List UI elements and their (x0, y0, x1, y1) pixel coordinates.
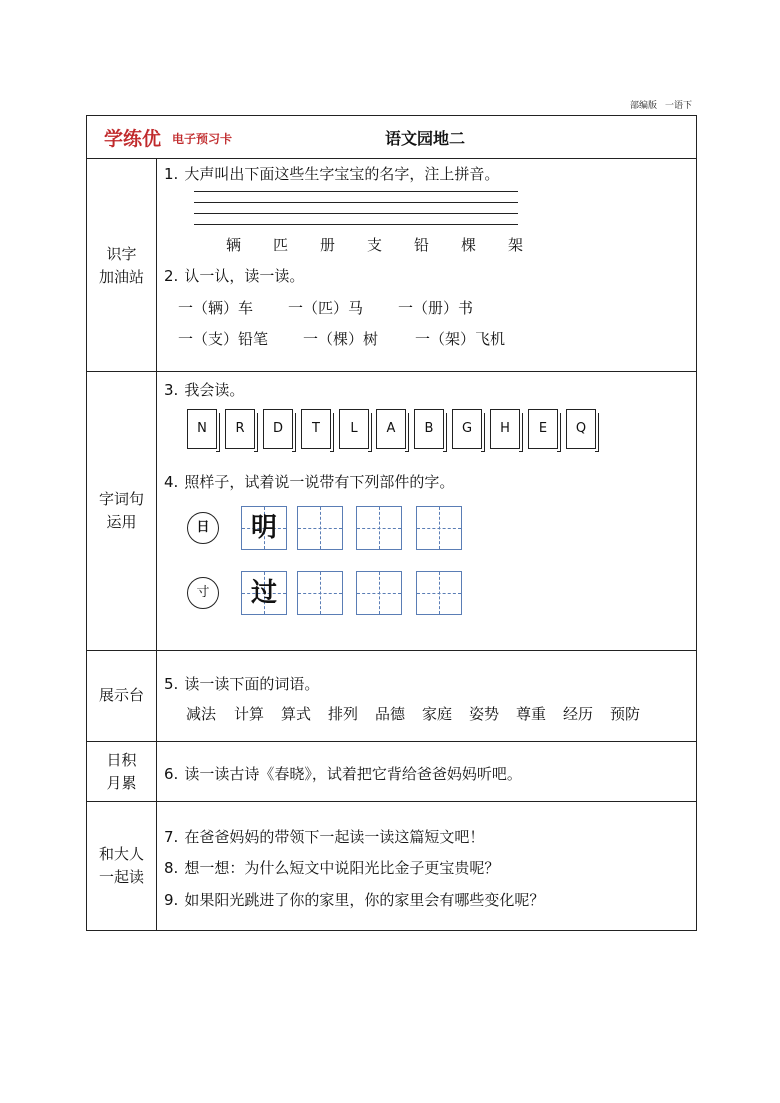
measure-phrase: 一（册）书 (398, 299, 474, 317)
writing-grid[interactable] (416, 506, 462, 550)
letter-card: N (187, 409, 217, 449)
letter-card: D (263, 409, 293, 449)
new-char: 册 (320, 236, 336, 254)
vocab-word: 家庭 (422, 705, 453, 723)
section-label-line: 识字 (106, 245, 137, 263)
vocab-word: 品德 (375, 705, 406, 723)
vocab-word: 姿势 (469, 705, 500, 723)
section-label-line: 加油站 (98, 268, 144, 286)
writing-grid[interactable] (297, 571, 343, 615)
page-title: 语文园地二 (384, 129, 465, 148)
question-text: 读一读下面的词语。 (184, 675, 320, 693)
letter-card: Q (566, 409, 596, 449)
question-number: 8. (164, 859, 179, 877)
section-label-s2 (87, 488, 156, 534)
vocab-word: 预防 (610, 705, 641, 723)
measure-phrase: 一（匹）马 (288, 299, 364, 317)
section-label-line: 展示台 (98, 686, 144, 704)
writing-grid[interactable] (416, 571, 462, 615)
letter-card: T (301, 409, 331, 449)
question-5 (164, 673, 319, 694)
vocab-word: 尊重 (516, 705, 547, 723)
writing-grid[interactable] (356, 506, 402, 550)
example-char: 过 (250, 578, 277, 608)
question-8 (164, 857, 499, 878)
letter-card: G (452, 409, 482, 449)
new-char: 架 (508, 236, 524, 254)
edition-text: 部编版 (629, 101, 657, 111)
section-label-s1 (87, 243, 156, 289)
question-number: 3. (164, 381, 179, 399)
example-char-grid (241, 506, 287, 550)
section-label-line: 和大人 (98, 845, 144, 863)
question-text: 想一想：为什么短文中说阳光比金子更宝贵呢？ (184, 859, 500, 877)
new-char: 匹 (273, 236, 289, 254)
question-4 (164, 471, 454, 492)
grade-text: 一语下 (664, 101, 692, 111)
new-char: 棵 (461, 236, 477, 254)
question-7 (164, 826, 484, 847)
section-label-s5 (87, 843, 156, 889)
new-char: 铅 (414, 236, 430, 254)
brand-subtitle: 电子预习卡 (172, 132, 233, 146)
letter-card: H (490, 409, 520, 449)
letter-card: L (339, 409, 369, 449)
question-number: 2. (164, 267, 179, 285)
new-char: 支 (367, 236, 383, 254)
letter-card: A (376, 409, 406, 449)
radical-circle: 寸 (187, 577, 219, 609)
question-text: 照样子，试着说一说带有下列部件的字。 (184, 473, 455, 491)
letter-card: E (528, 409, 558, 449)
section-label-line: 字词句 (98, 490, 144, 508)
section-label-line: 一起读 (98, 868, 144, 886)
question-number: 1. (164, 165, 179, 183)
vocab-word: 经历 (563, 705, 594, 723)
question-3 (164, 379, 244, 400)
writing-grid[interactable] (297, 506, 343, 550)
question-text: 大声叫出下面这些生字宝宝的名字，注上拼音。 (184, 165, 500, 183)
measure-phrase: 一（棵）树 (303, 330, 379, 348)
question-number: 9. (164, 891, 179, 909)
letter-card: R (225, 409, 255, 449)
question-1 (164, 163, 499, 184)
question-9 (164, 889, 544, 910)
question-text: 认一认，读一读。 (184, 267, 305, 285)
question-text: 如果阳光跳进了你的家里，你的家里会有哪些变化呢？ (184, 891, 545, 909)
question-number: 6. (164, 765, 179, 783)
vocab-word: 算式 (281, 705, 312, 723)
example-char-grid (241, 571, 287, 615)
question-text: 读一读古诗《春晓》，试着把它背给爸爸妈妈听吧。 (184, 765, 522, 783)
example-char: 明 (250, 513, 277, 543)
question-number: 7. (164, 828, 179, 846)
section-label-line: 日积 (106, 751, 137, 769)
letter-card: B (414, 409, 444, 449)
brand-logo: 学练优 (104, 128, 162, 150)
vocab-word: 排列 (328, 705, 359, 723)
question-number: 5. (164, 675, 179, 693)
measure-phrase: 一（架）飞机 (415, 330, 506, 348)
measure-phrase: 一（支）铅笔 (178, 330, 269, 348)
vocab-word: 计算 (234, 705, 265, 723)
edition-label (560, 98, 692, 111)
writing-grid[interactable] (356, 571, 402, 615)
section-label-s4 (87, 749, 156, 795)
section-label-s3 (87, 684, 156, 707)
question-text: 在爸爸妈妈的带领下一起读一读这篇短文吧！ (184, 828, 485, 846)
measure-phrase: 一（辆）车 (178, 299, 254, 317)
new-char: 辆 (226, 236, 242, 254)
question-number: 4. (164, 473, 179, 491)
question-6 (164, 763, 522, 784)
radical-circle: 日 (187, 512, 219, 544)
question-text: 我会读。 (184, 381, 245, 399)
question-2 (164, 265, 304, 286)
vocab-word: 减法 (186, 705, 217, 723)
section-label-line: 月累 (106, 774, 137, 792)
section-label-line: 运用 (106, 513, 137, 531)
